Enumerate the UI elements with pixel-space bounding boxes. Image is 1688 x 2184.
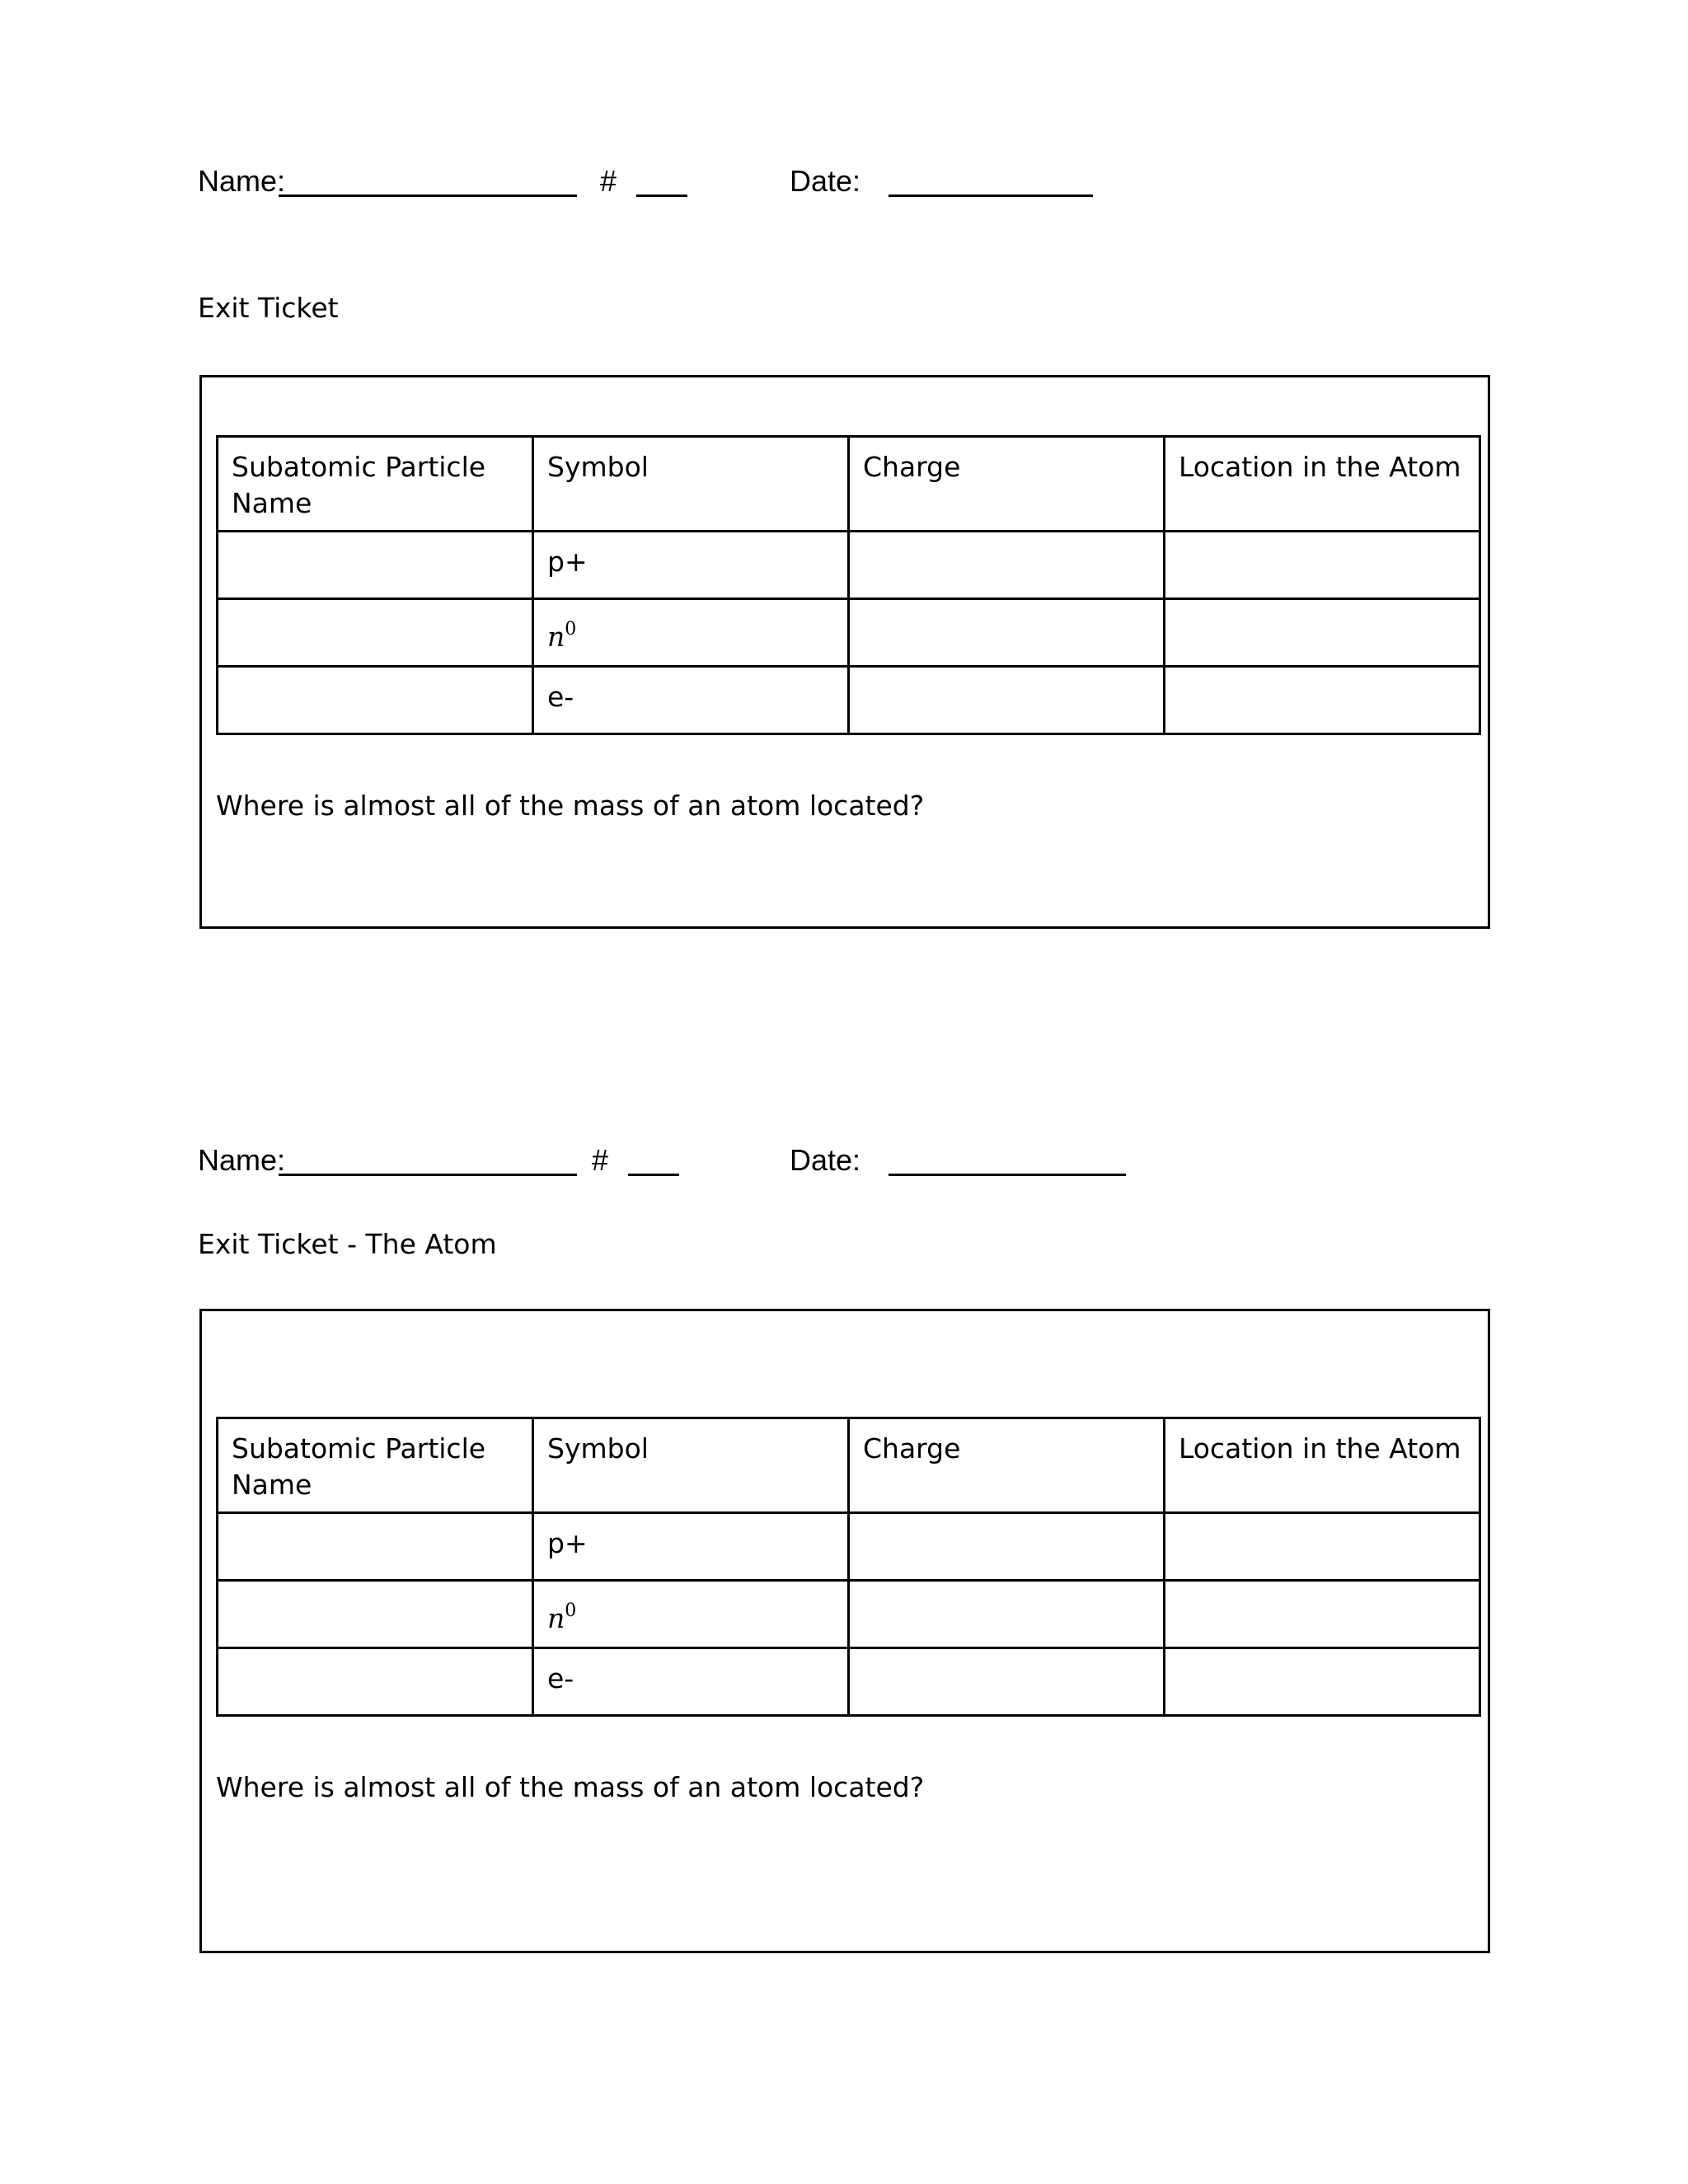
header-symbol: Symbol: [533, 1418, 849, 1513]
name-blank[interactable]: [279, 194, 577, 197]
header-charge: Charge: [849, 437, 1165, 532]
number-label: #: [600, 164, 617, 198]
date-blank[interactable]: [889, 1174, 1126, 1176]
symbol-superscript: 0: [565, 1601, 577, 1621]
symbol-base: n: [547, 1602, 565, 1634]
cell-symbol: [533, 1581, 849, 1648]
header-particle-name: Subatomic Particle Name: [218, 437, 533, 532]
cell-symbol: e-: [533, 1648, 849, 1716]
name-label: Name:: [198, 1143, 286, 1177]
symbol-superscript: 0: [565, 619, 577, 640]
cell-location[interactable]: [1165, 667, 1480, 734]
cell-charge[interactable]: [849, 1648, 1165, 1716]
question-text: Where is almost all of the mass of an atom located?: [216, 790, 925, 822]
ticket-title: Exit Ticket: [198, 292, 339, 324]
cell-location[interactable]: [1165, 532, 1480, 599]
cell-name[interactable]: [218, 1648, 533, 1716]
symbol-base: n: [547, 621, 565, 653]
table-row-electron: [218, 667, 1480, 734]
particle-table: [216, 1417, 1481, 1717]
cell-symbol: e-: [533, 667, 849, 734]
table-row-proton: [218, 1513, 1480, 1581]
header-location: Location in the Atom: [1165, 1418, 1480, 1513]
cell-symbol: [533, 599, 849, 667]
cell-charge[interactable]: [849, 1513, 1165, 1581]
cell-charge[interactable]: [849, 532, 1165, 599]
date-label: Date:: [790, 1143, 861, 1177]
header-particle-name: Subatomic Particle Name: [218, 1418, 533, 1513]
cell-location[interactable]: [1165, 599, 1480, 667]
cell-charge[interactable]: [849, 1581, 1165, 1648]
cell-location[interactable]: [1165, 1581, 1480, 1648]
name-blank[interactable]: [279, 1174, 577, 1176]
ticket-box: [199, 375, 1490, 929]
cell-symbol: p+: [533, 532, 849, 599]
cell-name[interactable]: [218, 599, 533, 667]
cell-symbol: p+: [533, 1513, 849, 1581]
header-symbol: Symbol: [533, 437, 849, 532]
date-label: Date:: [790, 164, 861, 198]
table-row-electron: [218, 1648, 1480, 1716]
table-row-neutron: [218, 599, 1480, 667]
cell-charge[interactable]: [849, 667, 1165, 734]
table-header-row: [218, 437, 1480, 532]
table-row-neutron: [218, 1581, 1480, 1648]
number-blank[interactable]: [636, 194, 687, 197]
cell-name[interactable]: [218, 532, 533, 599]
particle-table: [216, 435, 1481, 735]
ticket-box: [199, 1309, 1490, 1953]
question-text: Where is almost all of the mass of an atom located?: [216, 1771, 925, 1803]
table-row-proton: [218, 532, 1480, 599]
neutron-symbol: [547, 621, 576, 653]
number-blank[interactable]: [628, 1174, 679, 1176]
name-label: Name:: [198, 164, 286, 198]
cell-charge[interactable]: [849, 599, 1165, 667]
cell-name[interactable]: [218, 1513, 533, 1581]
header-charge: Charge: [849, 1418, 1165, 1513]
neutron-symbol: [547, 1602, 576, 1634]
header-location: Location in the Atom: [1165, 437, 1480, 532]
cell-name[interactable]: [218, 667, 533, 734]
cell-location[interactable]: [1165, 1513, 1480, 1581]
ticket-title: Exit Ticket - The Atom: [198, 1228, 497, 1260]
number-label: #: [592, 1143, 609, 1177]
cell-name[interactable]: [218, 1581, 533, 1648]
date-blank[interactable]: [889, 194, 1093, 197]
cell-location[interactable]: [1165, 1648, 1480, 1716]
table-header-row: [218, 1418, 1480, 1513]
